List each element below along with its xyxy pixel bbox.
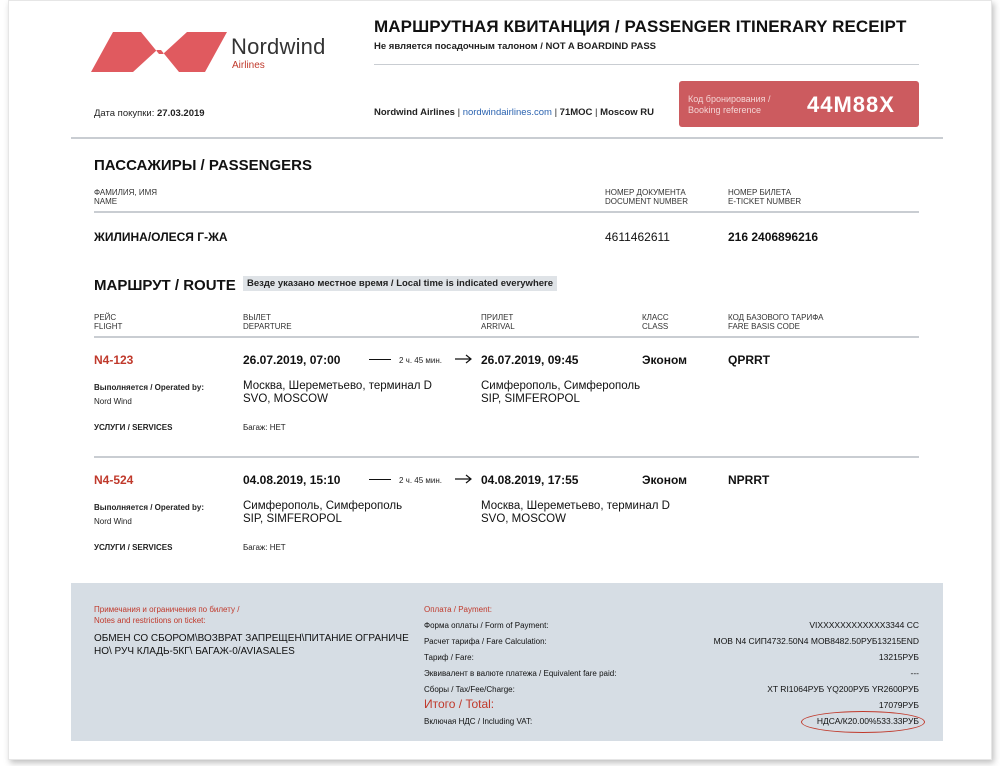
- col-doc-ru: НОМЕР ДОКУМЕНТА: [605, 188, 686, 197]
- departure-place: [243, 500, 402, 526]
- col-departure-header: [243, 313, 292, 331]
- vat-label: Включая НДС / Including VAT:: [424, 717, 533, 726]
- arrival-datetime: 04.08.2019, 17:55: [481, 473, 579, 487]
- divider: [71, 137, 943, 139]
- booking-code: 44M88X: [807, 92, 895, 117]
- col-fare-header: [728, 313, 823, 331]
- flight-class: Эконом: [642, 473, 688, 487]
- flight-duration: 2 ч. 45 мин.: [399, 476, 443, 485]
- passengers-title: ПАССАЖИРЫ / PASSENGERS: [94, 157, 312, 174]
- col-flight-en: FLIGHT: [94, 322, 123, 331]
- total-value: 17079РУБ: [878, 700, 919, 710]
- notes-label-ru: Примечания и ограничения по билету /: [94, 605, 240, 614]
- booking-reference-label: [688, 94, 771, 116]
- flight-number: N4-123: [94, 353, 134, 367]
- col-arrival-header: [481, 313, 515, 331]
- separator: |: [595, 107, 598, 118]
- fare-basis-code: NPRRT: [728, 473, 770, 487]
- flight-class: Эконом: [642, 353, 688, 367]
- col-name-ru: ФАМИЛИЯ, ИМЯ: [94, 188, 158, 197]
- arrival-place: [481, 380, 640, 406]
- services-label: УСЛУГИ / SERVICES: [94, 543, 173, 552]
- notes-line: ОБМЕН СО СБОРОМ\ВОЗВРАТ ЗАПРЕЩЕН\ПИТАНИЕ ОГРАНИЧЕ: [94, 633, 409, 644]
- col-arr-ru: ПРИЛЕТ: [481, 313, 514, 322]
- fare-label: Тариф / Fare:: [424, 653, 474, 662]
- purchase-date-value: 27.03.2019: [157, 108, 205, 119]
- departure-airport: Симферополь, Симферополь: [243, 500, 403, 512]
- operated-by-label: Выполняется / Operated by:: [94, 503, 204, 512]
- col-flight-ru: РЕЙС: [94, 313, 117, 322]
- divider: [94, 336, 919, 338]
- services-label: УСЛУГИ / SERVICES: [94, 423, 173, 432]
- arrival-airport: Москва, Шереметьево, терминал D: [481, 500, 670, 512]
- equivalent-fare-label: Эквивалент в валюте платежа / Equivalent fare paid:: [424, 669, 617, 678]
- arrival-place: [481, 500, 670, 526]
- divider: [94, 456, 919, 458]
- fare-value: 13215РУБ: [878, 652, 919, 662]
- col-class-header: [642, 313, 669, 331]
- airline-name: Nordwind Airlines: [374, 107, 455, 118]
- notes-line: НО\ РУЧ КЛАДЬ-5КГ\ БАГАЖ-0/AVIASALES: [94, 646, 295, 657]
- col-flight-header: [94, 313, 122, 331]
- booking-reference-box: [679, 81, 919, 127]
- col-arr-en: ARRIVAL: [481, 322, 515, 331]
- local-time-note: Везде указано местное время / Local time is indicated everywhere: [243, 276, 557, 291]
- departure-airport: Москва, Шереметьево, терминал D: [243, 380, 432, 392]
- separator: |: [554, 107, 558, 118]
- divider: [374, 64, 919, 65]
- equivalent-fare-value: ---: [910, 668, 919, 678]
- brand-name: Nordwind: [231, 34, 326, 59]
- arrival-code: SVO, MOSCOW: [481, 513, 566, 525]
- baggage-info: Багаж: НЕТ: [243, 423, 286, 432]
- col-ticket-en: E-TICKET NUMBER: [728, 197, 802, 206]
- tax-value: XT RI1064РУБ YQ200РУБ YR2600РУБ: [767, 684, 919, 694]
- page-subtitle: Не является посадочным талоном / NOT A BOARDIND PASS: [374, 41, 656, 52]
- notes-label-en: Notes and restrictions on ticket:: [94, 616, 206, 625]
- col-name-header: [94, 188, 157, 206]
- departure-place: [243, 380, 432, 406]
- agency-code: 71MOC: [559, 107, 593, 118]
- departure-datetime: 04.08.2019, 15:10: [243, 473, 341, 487]
- arrival-code: SIP, SIMFEROPOL: [481, 393, 580, 405]
- booking-label-ru: Код бронирования /: [688, 94, 771, 104]
- duration-line: [369, 479, 391, 480]
- baggage-info: Багаж: НЕТ: [243, 543, 286, 552]
- arrow-right-icon: [455, 354, 473, 364]
- passenger-document: 4611462611: [605, 230, 670, 244]
- col-document-header: [605, 188, 688, 206]
- purchase-date: [94, 108, 205, 119]
- separator: |: [457, 107, 461, 118]
- col-ticket-header: [728, 188, 801, 206]
- passenger-name: ЖИЛИНА/ОЛЕСЯ Г-ЖА: [94, 230, 228, 244]
- form-of-payment-label: Форма оплаты / Form of Payment:: [424, 621, 549, 630]
- operator-name: Nord Wind: [94, 517, 132, 526]
- itinerary-receipt: [8, 0, 992, 760]
- col-ticket-ru: НОМЕР БИЛЕТА: [728, 188, 792, 197]
- arrival-datetime: 26.07.2019, 09:45: [481, 353, 579, 367]
- divider: [94, 211, 919, 213]
- duration-line: [369, 359, 391, 360]
- tax-label: Сборы / Tax/Fee/Charge:: [424, 685, 515, 694]
- page-title: МАРШРУТНАЯ КВИТАНЦИЯ / PASSENGER ITINERARY RECEIPT: [374, 17, 907, 36]
- fare-calc-value: MOB N4 СИП4732.50N4 MOB8482.50РУБ13215END: [713, 636, 919, 646]
- booking-label-en: Booking reference: [688, 105, 762, 115]
- purchase-date-label: Дата покупки:: [94, 108, 155, 119]
- flight-duration: 2 ч. 45 мин.: [399, 356, 443, 365]
- col-fare-ru: КОД БАЗОВОГО ТАРИФА: [728, 313, 824, 322]
- payment-notes-panel: [71, 583, 943, 741]
- form-of-payment-value: VIXXXXXXXXXXXX3344 CC: [809, 620, 919, 630]
- flight-number: N4-524: [94, 473, 134, 487]
- vat-value: НДСА/К20.00%533.33РУБ: [816, 716, 919, 726]
- col-class-ru: КЛАСС: [642, 313, 669, 322]
- passenger-ticket: 216 2406896216: [728, 230, 819, 244]
- airline-website-link[interactable]: nordwindairlines.com: [462, 107, 552, 118]
- agency-city: Moscow RU: [600, 107, 654, 118]
- col-name-en: NAME: [94, 197, 118, 206]
- departure-code: SIP, SIMFEROPOL: [243, 513, 342, 525]
- col-doc-en: DOCUMENT NUMBER: [605, 197, 688, 206]
- arrow-right-icon: [455, 474, 473, 484]
- operator-name: Nord Wind: [94, 397, 132, 406]
- airline-info: [374, 107, 654, 118]
- arrival-airport: Симферополь, Симферополь: [481, 380, 641, 392]
- notes-text: [94, 632, 409, 658]
- brand-subtitle: Airlines: [232, 60, 265, 71]
- operated-by-label: Выполняется / Operated by:: [94, 383, 204, 392]
- total-label: Итого / Total:: [424, 697, 495, 711]
- fare-basis-code: QPRRT: [728, 353, 770, 367]
- route-title: МАРШРУТ / ROUTE: [94, 277, 236, 294]
- nordwind-logo-icon: [91, 32, 227, 72]
- departure-code: SVO, MOSCOW: [243, 393, 328, 405]
- col-fare-en: FARE BASIS CODE: [728, 322, 801, 331]
- col-class-en: CLASS: [642, 322, 669, 331]
- notes-label: [94, 604, 239, 626]
- payment-title: Оплата / Payment:: [424, 605, 492, 614]
- col-dep-en: DEPARTURE: [243, 322, 292, 331]
- fare-calc-label: Расчет тарифа / Fare Calculation:: [424, 637, 547, 646]
- departure-datetime: 26.07.2019, 07:00: [243, 353, 341, 367]
- col-dep-ru: ВЫЛЕТ: [243, 313, 271, 322]
